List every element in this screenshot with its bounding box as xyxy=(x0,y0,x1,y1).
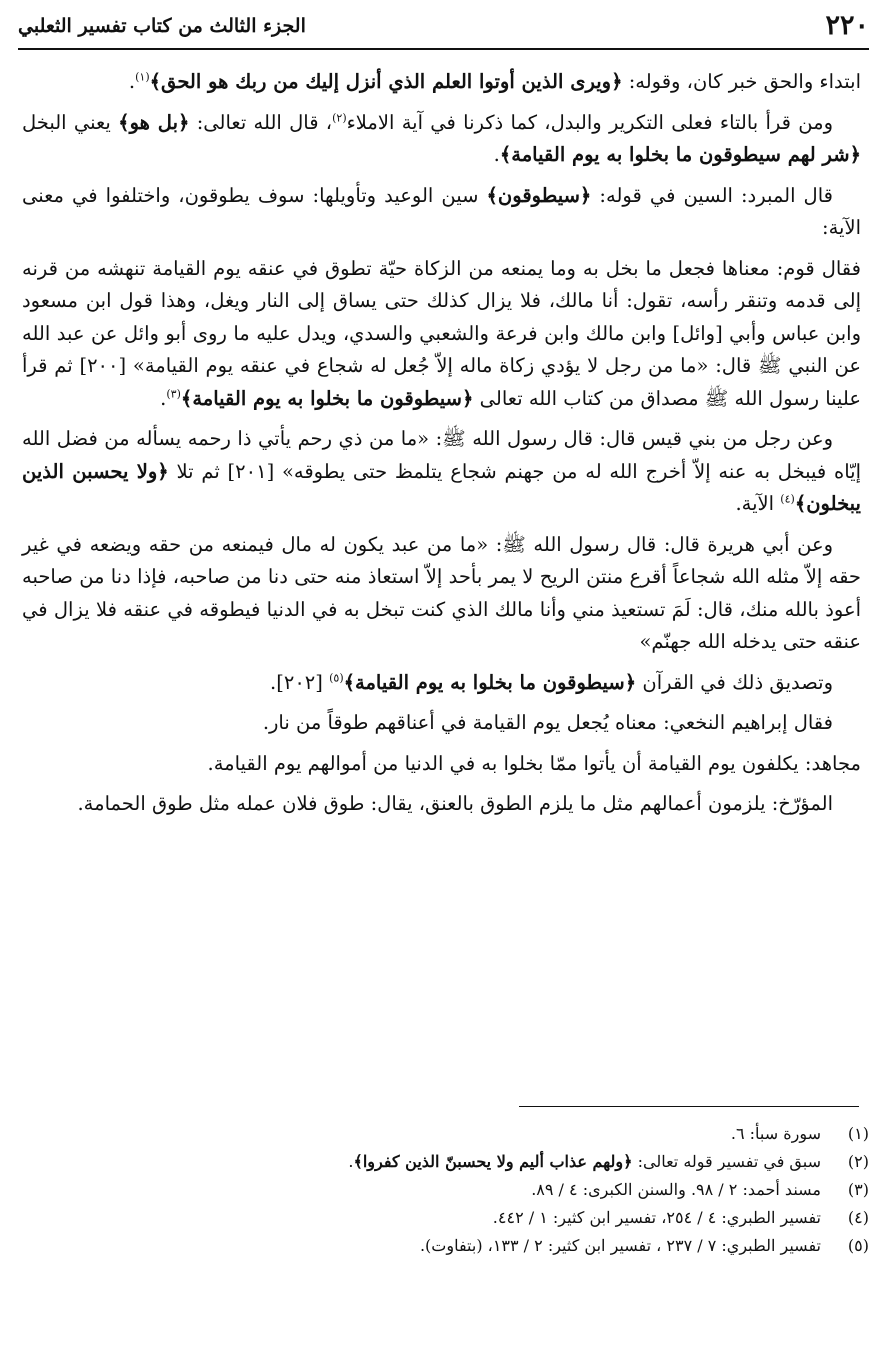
text-run: الآية. xyxy=(735,492,781,515)
text-run: . xyxy=(348,1152,354,1171)
footnote-text xyxy=(30,1232,821,1260)
footnote xyxy=(30,1148,869,1176)
footnote-ref: (٣) xyxy=(166,387,181,400)
text-run: وعن رجل من بني قيس قال: قال رسول الله ﷺ: «ما من ذي رحم يأتي ذا رحمه يسأله من فضل الله إيّاه فيبخل به عنه إلاّ أخرج الله له من جهنم شجاع يتلمظ حتى يطوقه» [٢٠١] ثم تلا xyxy=(22,427,862,483)
quran-quote: ﴿ويرى الذين أوتوا العلم الذي أنزل إليك من ربك هو الحق﴾ xyxy=(149,70,623,93)
quran-quote: ﴿بل هو﴾ xyxy=(118,110,190,134)
text-run: تفسير الطبري: ٤ / ٢٥٤، تفسير ابن كثير: ١ / ٤٤٢. xyxy=(492,1208,821,1227)
footnote-number: (٥) xyxy=(847,1236,869,1255)
paragraph xyxy=(22,529,861,659)
text-run: فقال إبراهيم النخعي: معناه يُجعل يوم القيامة في أعناقهم طوقاً من نار. xyxy=(262,711,833,734)
quran-quote: ﴿شر لهم سيطوقون ما بخلوا به يوم القيامة﴾ xyxy=(499,143,861,166)
footnote-number: (٤) xyxy=(847,1208,869,1227)
text-run: المؤرّخ: يلزمون أعمالهم مثل ما يلزم الطوق بالعنق، يقال: طوق فلان عمله مثل طوق الحمامة. xyxy=(77,792,833,815)
text-run: تفسير الطبري: ٧ / ٢٣٧ ، تفسير ابن كثير: ٢ / ١٣٣، (بتفاوت). xyxy=(419,1236,821,1255)
footnote-ref: (٢) xyxy=(332,111,347,124)
footnote-divider xyxy=(519,1106,859,1107)
paragraph xyxy=(22,107,861,172)
paragraph xyxy=(22,788,861,821)
running-title: الجزء الثالث من كتاب تفسير الثعلبي xyxy=(18,15,306,37)
footnote-number: (١) xyxy=(847,1124,869,1143)
main-text xyxy=(22,66,861,829)
quran-quote: ﴿سيطوقون ما بخلوا به يوم القيامة﴾ xyxy=(180,386,474,410)
quran-quote: ﴿سيطوقون ما بخلوا به يوم القيامة﴾ xyxy=(343,670,637,694)
paragraph xyxy=(22,253,861,416)
text-run: ومن قرأ بالتاء فعلى التكرير والبدل، كما ذكرنا في آية الاملاء xyxy=(346,110,833,134)
text-run: مسند أحمد: ٢ / ٩٨. والسنن الكبرى: ٤ / ٨٩. xyxy=(531,1180,821,1199)
footnote xyxy=(30,1232,869,1260)
text-run: . xyxy=(160,386,167,410)
footnote-text xyxy=(30,1148,821,1176)
footnote xyxy=(30,1176,869,1204)
paragraph xyxy=(22,667,861,700)
text-run: يعني البخل xyxy=(22,110,119,134)
footnote-number: (٢) xyxy=(847,1152,869,1171)
text-run: [٢٠٢]. xyxy=(270,670,330,694)
footnotes xyxy=(30,1120,869,1260)
footnote-ref: (٤) xyxy=(780,492,795,506)
footnote xyxy=(30,1120,869,1148)
text-run: وعن أبي هريرة قال: قال رسول الله ﷺ: «ما من عبد يكون له مال فيمنعه من حقه ويضعه في غير حقه إلاّ مثله الله شجاعاً أقرع منتن الريح لا يمر بأحد إلاّ استعاذ منه حتى دنا من صاحبه، فإذا دنا من صاحبه أعوذ بالله منك، قال: لَمَ تستعيذ مني وأنا مالك الذي كنت تبخل به في الدنيا فيطوقه في عنقه فلا يزال في عنقه حتى يدخله الله جهنّم» xyxy=(22,532,861,653)
text-run: مجاهد: يكلفون يوم القيامة أن يأتوا ممّا بخلوا به في الدنيا من أموالهم يوم القيامة. xyxy=(207,751,861,775)
text-run: سبق في تفسير قوله تعالى: xyxy=(632,1152,821,1171)
footnote-ref: (٥) xyxy=(329,671,344,684)
footnote-ref: (١) xyxy=(135,70,150,84)
text-run: . xyxy=(493,143,500,166)
footnote-text xyxy=(30,1204,821,1232)
paragraph xyxy=(22,707,861,740)
text-run: سورة سبأ: ٦. xyxy=(730,1124,821,1143)
paragraph xyxy=(22,748,861,781)
text-run: ، قال الله تعالى: xyxy=(189,110,333,134)
paragraph xyxy=(22,66,861,99)
page-number: ٢٢٠ xyxy=(825,10,869,41)
footnote-text xyxy=(30,1176,821,1204)
paragraph xyxy=(22,180,861,245)
text-run: فقال قوم: معناها فجعل ما بخل به وما يمنعه من الزكاة حيّة تطوق في عنقه يوم القيامة تنهشه من قرنه إلى قدمه وتنقر رأسه، تقول: أنا مالك، فلا يزال كذلك حتى يساق إلى النار ويغل، وهذا قول ابن مسعود وابن عباس وأبي [وائل] وابن مالك وابن فرعة والشعبي والسدي، ويدل عليه ما روى أبو وائل عن عبد الله عن النبي ﷺ قال: «ما من رجل لا يؤدي زكاة ماله إلاّ جُعل له شجاع في عنقه يوم القيامة» [٢٠٠] ثم قرأ علينا رسول الله ﷺ مصداق من كتاب الله تعالى xyxy=(22,256,861,410)
page-header xyxy=(18,8,869,50)
text-run: وتصديق ذلك في القرآن xyxy=(636,670,833,694)
footnote-number: (٣) xyxy=(847,1180,869,1199)
quran-quote: ﴿ولا يحسبن الذين يبخلون﴾ xyxy=(22,459,861,515)
text-run: سين الوعيد وتأويلها: سوف يطوقون، واختلفوا في معنى الآية: xyxy=(22,183,861,239)
quran-quote: ﴿سيطوقون﴾ xyxy=(486,183,592,207)
paragraph xyxy=(22,423,861,521)
text-run: . xyxy=(128,70,136,93)
footnote xyxy=(30,1204,869,1232)
footnote-text xyxy=(30,1120,821,1148)
quran-quote: ﴿ولهم عذاب أليم ولا يحسبنّ الذين كفروا﴾ xyxy=(353,1152,633,1171)
text-run: قال المبرد: السين في قوله: xyxy=(591,183,833,207)
text-run: ابتداء والحق خبر كان، وقوله: xyxy=(622,70,861,93)
